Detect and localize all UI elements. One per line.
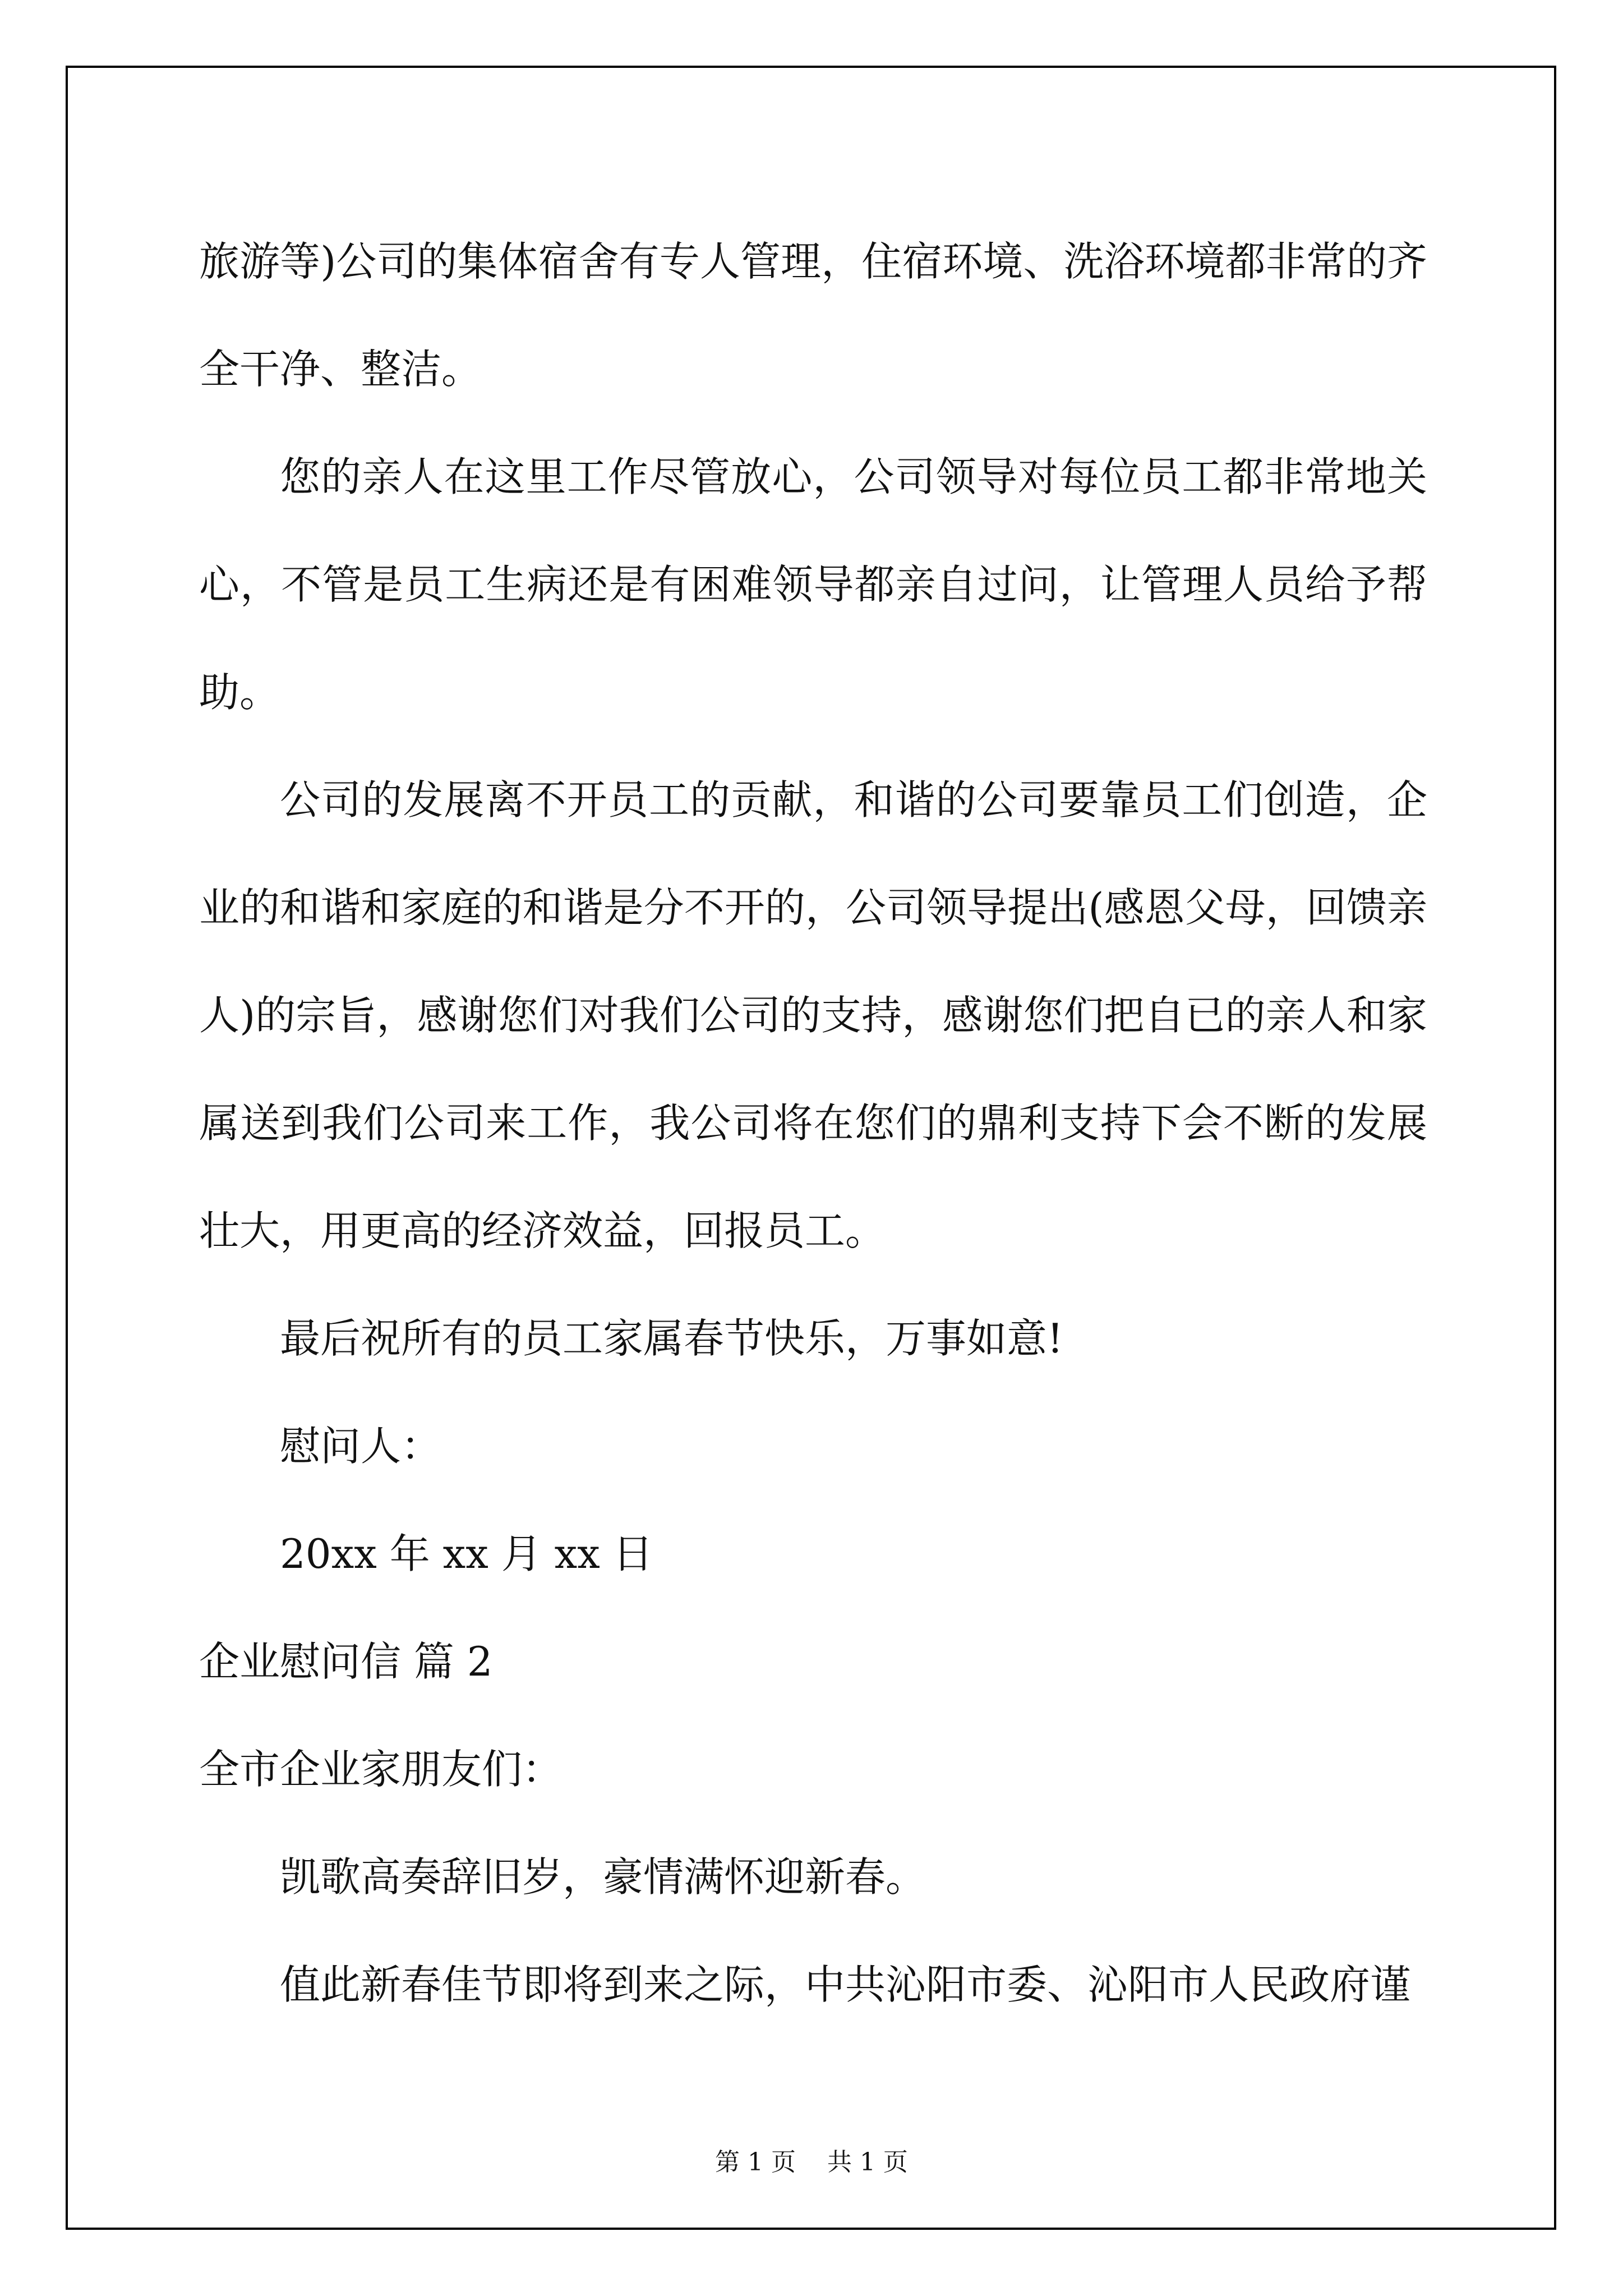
paragraph-continuation: 旅游等)公司的集体宿舍有专人管理，住宿环境、洗浴环境都非常的齐全干净、整洁。 <box>199 238 1427 393</box>
paragraph-care: 您的亲人在这里工作尽管放心，公司领导对每位员工都非常地关心，不管是员工生病还是有困难领导都亲自过问，让管理人员给予帮助。 <box>199 453 1427 716</box>
paragraph-opening: 凯歌高奏辞旧岁，豪情满怀迎新春。 <box>280 1853 926 1901</box>
paragraph-development: 公司的发展离不开员工的贡献，和谐的公司要靠员工们创造，企业的和谐和家庭的和谐是分不开的，公司领导提出(感恩父母，回馈亲人)的宗旨，感谢您们对我们公司的支持，感谢您们把自已的亲人和家属送到我们公司来工作，我公司将在您们的鼎利支持下会不断的发展壮大，用更高的经济效益，回报员工。 <box>199 776 1427 1254</box>
section-heading: 企业慰问信 篇 2 <box>199 1638 493 1685</box>
signature-label: 慰问人： <box>280 1423 442 1470</box>
salutation: 全市企业家朋友们： <box>199 1746 563 1793</box>
paragraph-wishes: 最后祝所有的员工家属春节快乐，万事如意! <box>280 1315 1063 1362</box>
paragraph-greeting: 值此新春佳节即将到来之际，中共沁阳市委、沁阳市人民政府谨 <box>280 1961 1411 2008</box>
date-line: 20xx 年 xx 月 xx 日 <box>280 1530 653 1577</box>
document-body <box>199 208 1427 2039</box>
page-footer: 第 1 页 共 1 页 <box>715 2148 908 2177</box>
